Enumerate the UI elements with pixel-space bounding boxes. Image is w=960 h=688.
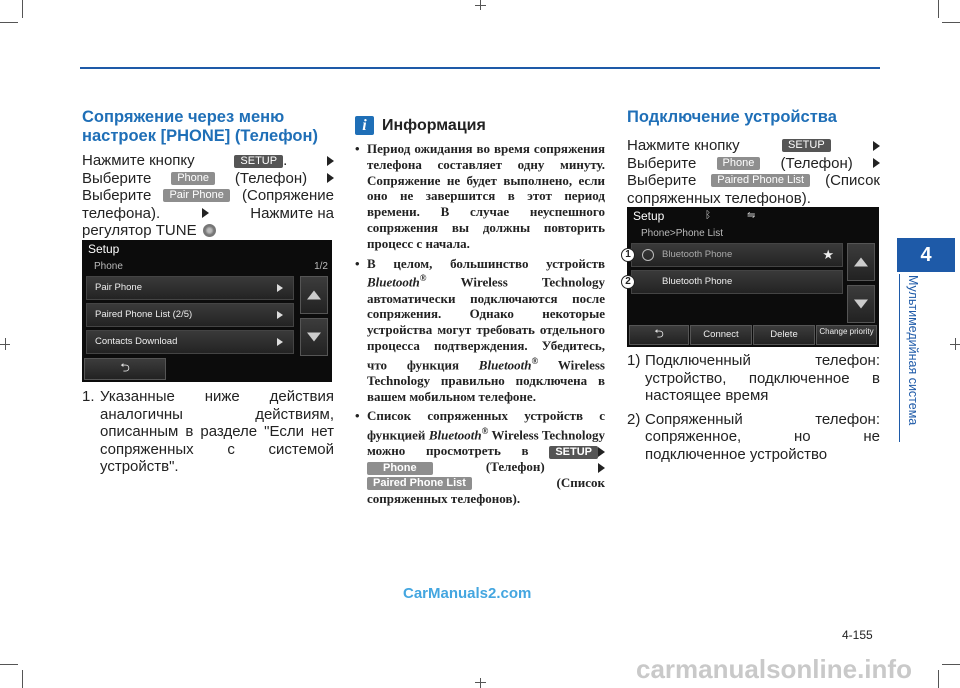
back-arrow-icon: ⮌ [654,326,664,341]
phone-button-label: Phone [171,172,215,185]
menu-item-contacts-download: Contacts Download [86,330,294,354]
header-rule [80,67,880,69]
crop-mark [475,682,486,683]
connected-indicator-icon [642,249,654,261]
callout-badge: 2 [621,275,635,289]
setup-button-label: SETUP [234,155,283,168]
instruction-text: Выберите [82,187,152,204]
scroll-up-button [847,243,875,281]
chapter-label: Мультимедийная система [906,275,920,426]
star-icon: ★ [822,247,834,262]
phone-button-label: Phone [367,462,433,475]
arrow-up-icon [854,258,868,267]
instruction-text: (Список [825,172,880,189]
paired-phone-list-button-label: Paired Phone List [711,174,810,187]
list-item: 1. Указанные ниже действия аналогичны действиям, описанным в разделе "Если нет сопряженных с системой устройств". [82,388,334,475]
section-title: Сопряжение через меню настроек [PHONE] (Телефон) [82,108,318,145]
chapter-rule [899,274,900,442]
paired-phone-list-button-label: Paired Phone List [367,477,472,490]
crop-mark [480,678,481,688]
instruction-text: регулятор TUNE [82,222,197,239]
section-title: Подключение устройства [627,108,837,126]
crop-mark [942,22,960,23]
connect-button: Connect [690,325,752,345]
arrow-down-icon [307,333,321,342]
step-list [82,388,334,476]
section-device-connection [627,108,880,207]
bluetooth-icon: ᛒ [705,210,711,221]
connected-phone-row: Bluetooth Phone ★ [631,243,843,267]
tune-knob-icon [203,224,216,237]
info-title: Информация [382,116,486,134]
instruction-text: (Телефон) [234,169,308,187]
instruction-text: Нажмите кнопку [627,137,740,154]
list-item: 2) Сопряженный телефон: сопряженное, но не подключенное устройство [627,410,880,463]
watermark: carmanualsonline.info [636,654,912,684]
arrow-right-icon [873,141,880,151]
arrow-right-icon [873,158,880,168]
scroll-down-button [847,285,875,323]
crop-mark [955,338,956,350]
delete-button: Delete [753,325,815,345]
crop-mark [0,664,18,665]
callout-badge: 1 [621,248,635,262]
screen-title: Setup [633,209,665,223]
page-indicator: 1/2 [314,261,328,272]
instruction-text: (Телефон) [780,154,853,172]
instruction-text: Нажмите на [250,204,334,222]
instruction-text: Нажмите кнопку [82,152,195,169]
arrow-right-icon [327,156,334,166]
setup-button-label: SETUP [782,139,831,152]
instruction-text: (Сопряжение [242,187,334,204]
phone-list-screenshot [627,207,879,347]
change-priority-button: Change priority [816,325,877,345]
watermark: CarManuals2.com [403,585,532,602]
arrow-right-icon [598,463,605,473]
instruction-text: Выберите [82,169,152,187]
list-item: 1) Подключенный телефон: устройство, подключенное в настоящее время [627,352,880,404]
page-number: 4-155 [842,628,873,642]
crop-mark [22,670,23,688]
info-icon: i [355,116,374,135]
phone-button-label: Phone [717,157,761,170]
crop-mark [475,5,486,6]
legend-list [627,352,880,463]
scroll-down-button [300,318,328,356]
pair-phone-button-label: Pair Phone [163,189,229,202]
info-item: • В целом, большинство устройств Bluetooth® Wireless Technology автоматически подключаются после сопряжения. Однако некоторые устройства могут требовать отдельного процесса подтверждения. Убедитесь, что функция Bluetooth® Wireless Technology правильно подключена в вашем мобильном телефоне. [355,256,605,405]
back-button [84,358,166,380]
arrow-down-icon [854,300,868,309]
menu-item-paired-phone-list: Paired Phone List (2/5) [86,303,294,327]
menu-item-pair-phone: Pair Phone [86,276,294,300]
back-arrow-icon: ⮌ [120,360,130,375]
instructions: Нажмите кнопку SETUP . Выберите Phone (Телефон) Выберите Pair Phone (Сопряжение телефона). Нажмите на регулятор TUNE [82,152,334,239]
instruction-text: сопряженных телефонов). [627,189,811,207]
scroll-up-button [300,276,328,314]
setup-phone-screenshot [82,240,332,382]
setup-button-label: SETUP [549,446,598,459]
info-item: • Период ожидания во время сопряжения телефона составляет одну минуту. Сопряжение не будет выполнено, если оно не завершится в этот период времени. В случае неуспешного сопряжения вы должны повторить процесс с начала. [355,141,605,252]
arrow-right-icon [202,208,209,218]
crop-mark [22,0,23,18]
crop-mark [5,338,6,350]
instructions [627,137,880,207]
crop-mark [942,664,960,665]
crop-mark [938,670,939,688]
instruction-text: Выберите [627,154,697,172]
crop-mark [0,22,18,23]
section-pairing-via-setup [82,108,334,240]
arrow-right-icon [598,447,605,457]
paired-phone-row: Bluetooth Phone [631,270,843,294]
usb-icon: ⇋ [747,210,756,221]
screen-subtitle: Phone [94,261,123,272]
info-item: • Список сопряженных устройств с функцией Bluetooth® Wireless Technology можно просмотреть в SETUP Phone (Телефон) Paired Phone List (Список сопряженных телефонов). [355,408,605,506]
screen-subtitle: Phone>Phone List [641,228,724,239]
play-icon [277,311,283,319]
instruction-text: Выберите [627,172,697,189]
play-icon [277,338,283,346]
back-button [629,325,689,345]
crop-mark [938,0,939,18]
arrow-up-icon [307,291,321,300]
info-box [355,116,605,511]
play-icon [277,284,283,292]
chapter-tab: 4 [897,238,955,272]
arrow-right-icon [327,173,334,183]
screen-title: Setup [88,242,120,256]
instruction-text: телефона). [82,204,161,222]
